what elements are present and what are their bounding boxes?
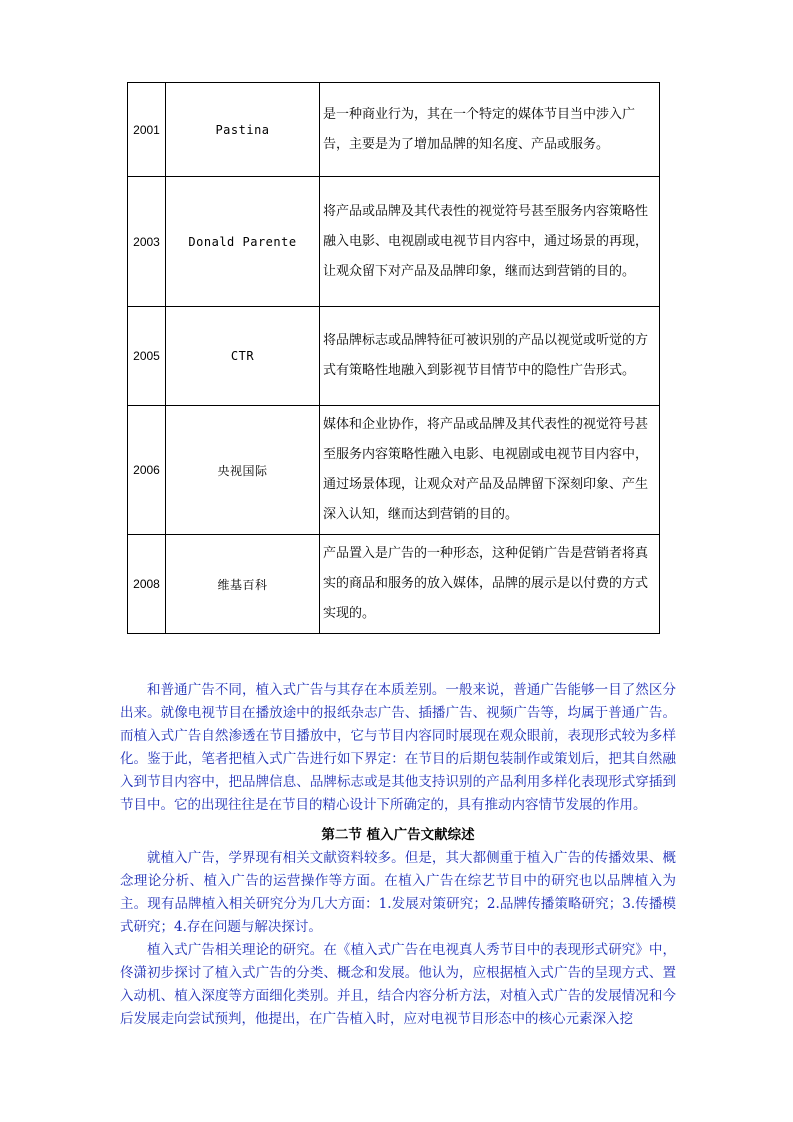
body-paragraph: 就植入广告，学界现有相关文献资料较多。但是，其大都侧重于植入广告的传播效果、概念理论分析、植入广告的运营操作等方面。在植入广告在综艺节目中的研究也以品牌植入为主。现有品牌植入相关研究分为几大方面：1.发展对策研究；2.品牌传播策略研究；3.传播模式研究；4.存在问题与解决探讨。 bbox=[120, 850, 676, 935]
author-cell: 维基百科 bbox=[166, 535, 320, 634]
year-cell: 2005 bbox=[128, 307, 166, 406]
table-row bbox=[128, 406, 660, 535]
paragraph-definition bbox=[120, 679, 676, 817]
table-row bbox=[128, 177, 660, 307]
year-cell: 2006 bbox=[128, 406, 166, 535]
definition-cell: 将产品或品牌及其代表性的视觉符号甚至服务内容策略性融入电影、电视剧或电视节目内容中，通过场景的再现，让观众留下对产品及品牌印象，继而达到营销的目的。 bbox=[320, 177, 660, 307]
table-row bbox=[128, 535, 660, 634]
body-paragraph: 和普通广告不同，植入式广告与其存在本质差别。一般来说，普通广告能够一目了然区分出来。就像电视节目在播放途中的报纸杂志广告、插播广告、视频广告等，均属于普通广告。而植入式广告自然渗透在节目播放中，它与节目内容同时展现在观众眼前，表现形式较为多样化。鉴于此，笔者把植入式广告进行如下界定：在节目的后期包装制作或策划后，把其自然融入到节目内容中，把品牌信息、品牌标志或是其他支持识别的产品利用多样化表现形式穿插到节目中。它的出现往往是在节目的精心设计下所确定的，具有推动内容情节发展的作用。 bbox=[120, 682, 676, 813]
definition-cell: 产品置入是广告的一种形态，这种促销广告是营销者将真实的商品和服务的放入媒体，品牌的展示是以付费的方式实现的。 bbox=[320, 535, 660, 634]
year-cell: 2008 bbox=[128, 535, 166, 634]
author-cell: Donald Parente bbox=[166, 177, 320, 307]
definitions-table bbox=[127, 82, 660, 634]
definition-cell: 媒体和企业协作，将产品或品牌及其代表性的视觉符号甚至服务内容策略性融入电影、电视剧或电视节目内容中，通过场景体现，让观众对产品及品牌留下深刻印象、产生深入认知，继而达到营销的目的。 bbox=[320, 406, 660, 535]
year-cell: 2001 bbox=[128, 83, 166, 177]
body-paragraph: 植入式广告相关理论的研究。在《植入式广告在电视真人秀节目中的表现形式研究》中，佟潇初步探讨了植入式广告的分类、概念和发展。他认为，应根据植入式广告的呈现方式、置入动机、植入深度等方面细化类别。并且，结合内容分析方法，对植入式广告的发展情况和今后发展走向尝试预判，他提出，在广告植入时，应对电视节目形态中的核心元素深入挖 bbox=[120, 942, 676, 1027]
table-row bbox=[128, 83, 660, 177]
year-cell: 2003 bbox=[128, 177, 166, 307]
table-row bbox=[128, 307, 660, 406]
author-cell: Pastina bbox=[166, 83, 320, 177]
author-cell: CTR bbox=[166, 307, 320, 406]
definition-cell: 是一种商业行为，其在一个特定的媒体节目当中涉入广告，主要是为了增加品牌的知名度、产品或服务。 bbox=[320, 83, 660, 177]
section-heading: 第二节 植入广告文献综述 bbox=[321, 827, 475, 843]
definition-cell: 将品牌标志或品牌特征可被识别的产品以视觉或听觉的方式有策略性地融入到影视节目情节中的隐性广告形式。 bbox=[320, 307, 660, 406]
author-cell: 央视国际 bbox=[166, 406, 320, 535]
paragraph-literature bbox=[120, 847, 676, 1031]
